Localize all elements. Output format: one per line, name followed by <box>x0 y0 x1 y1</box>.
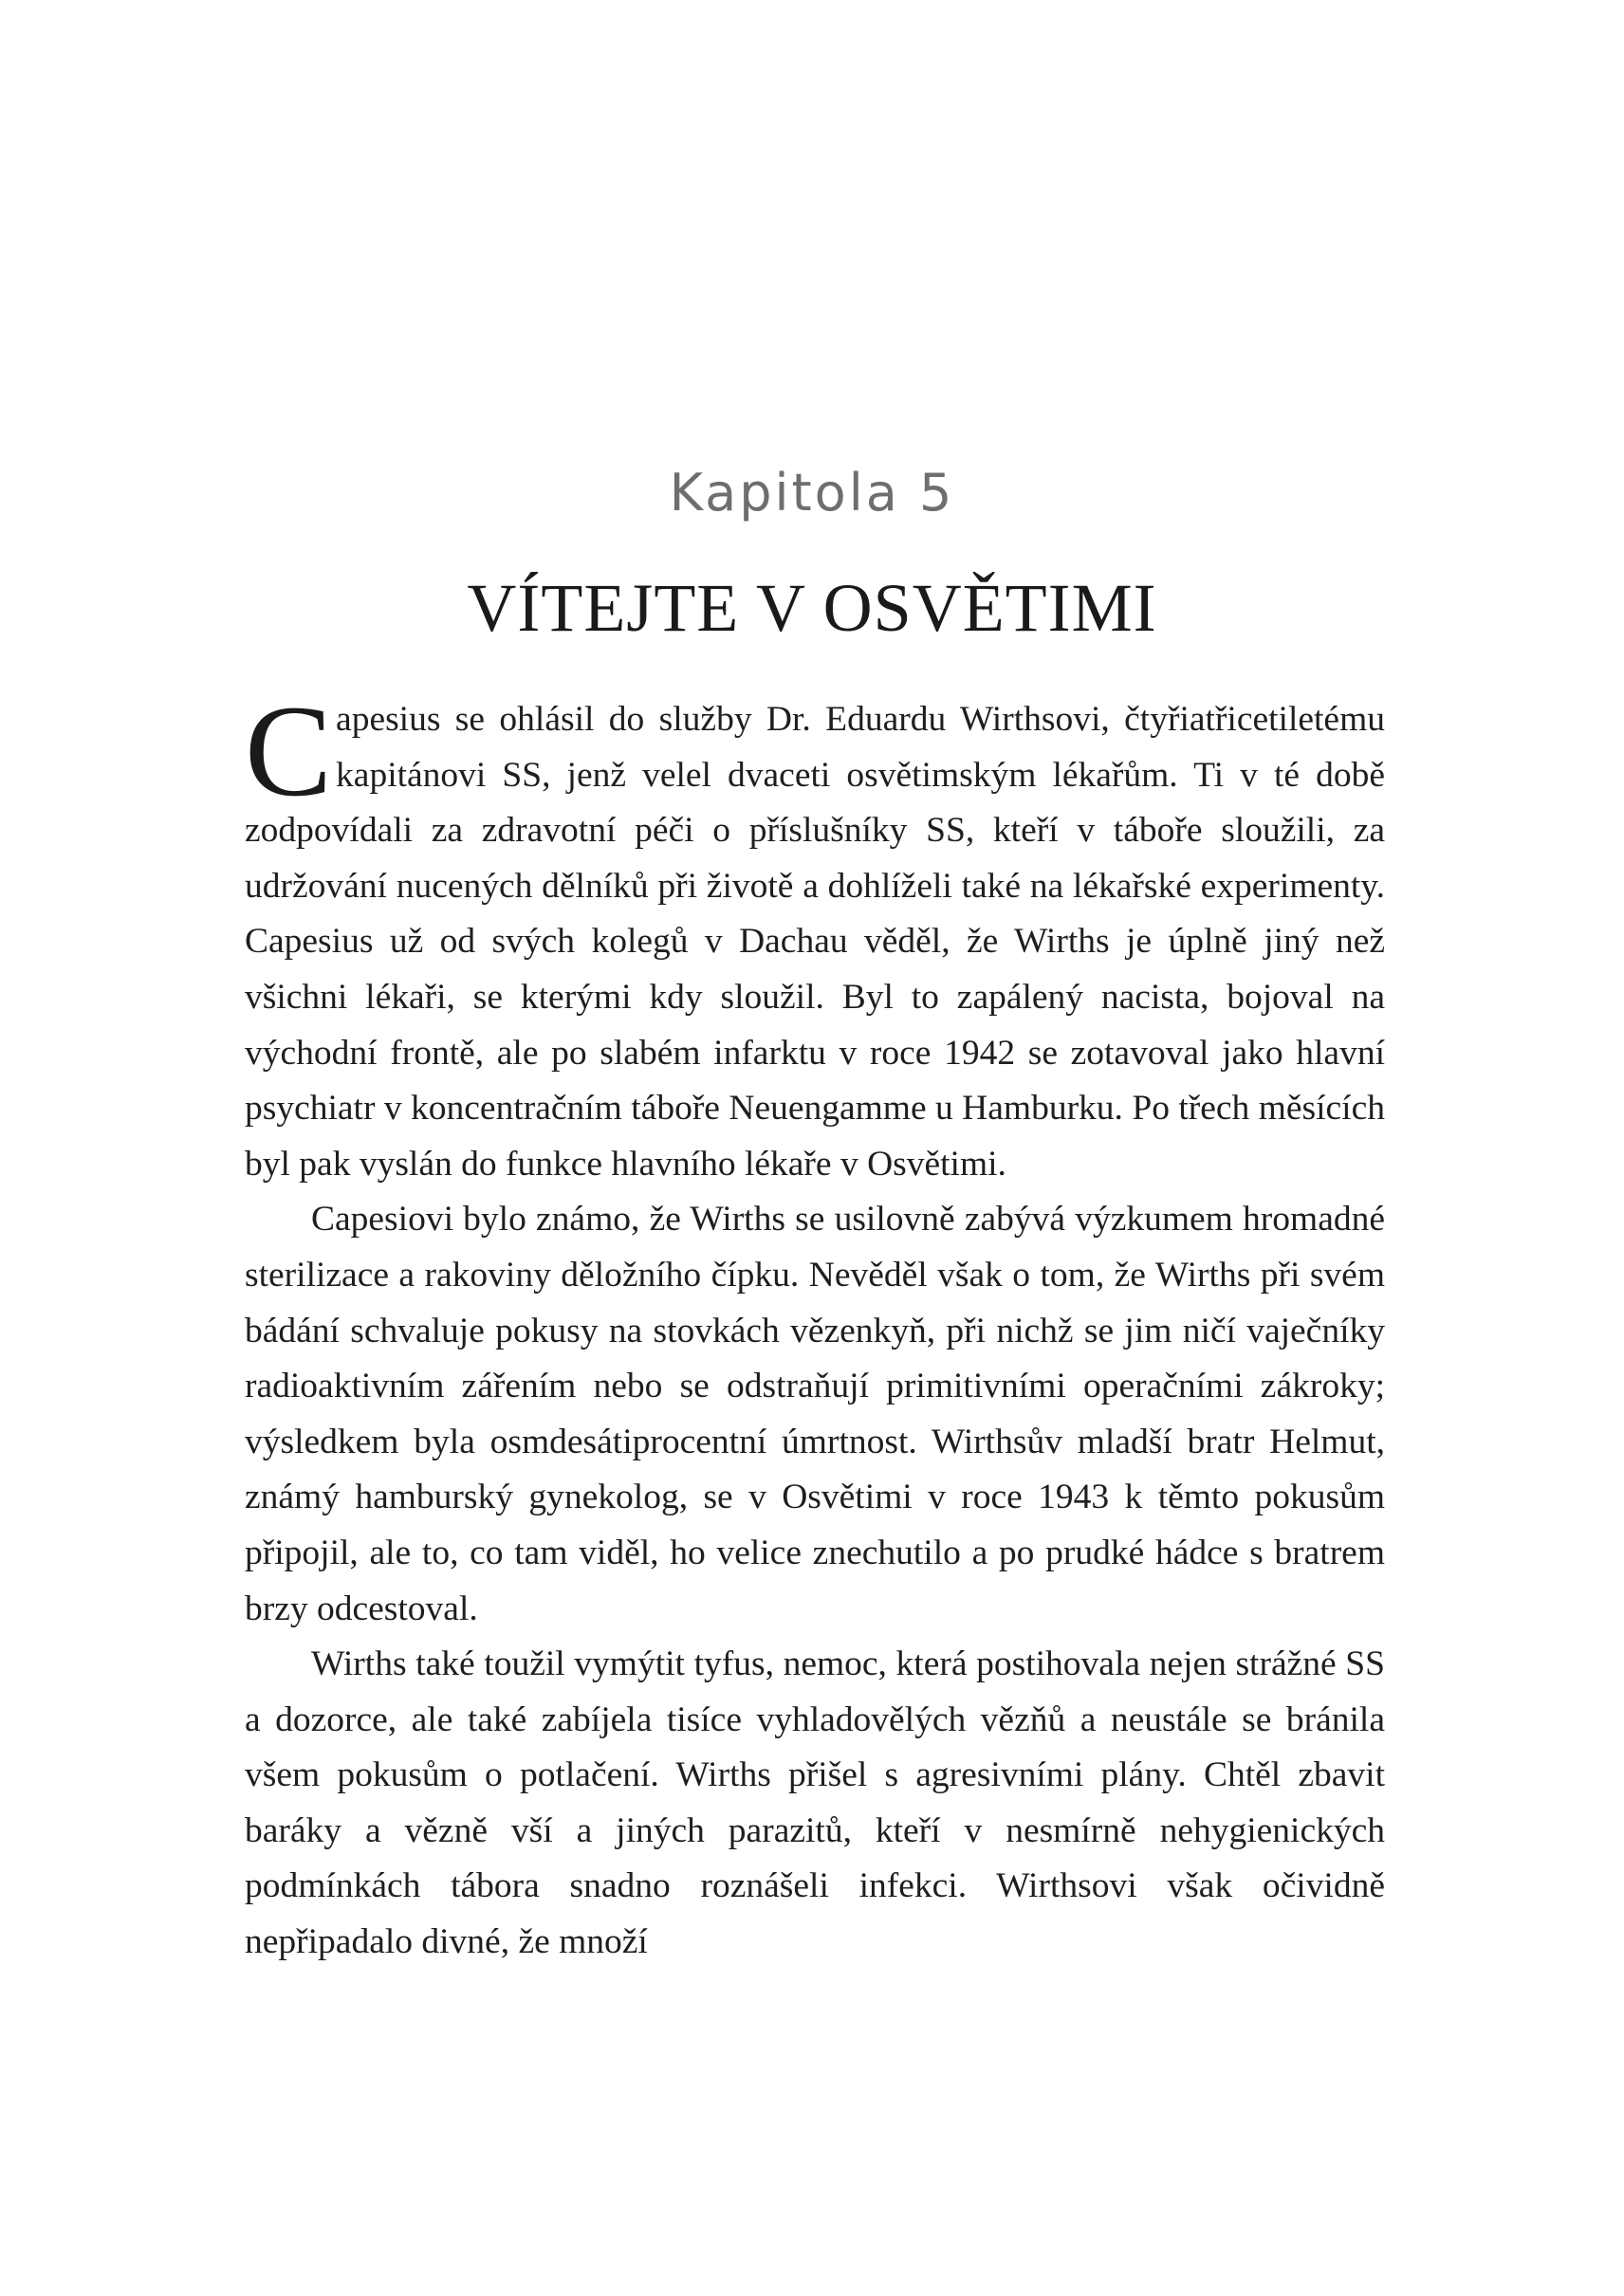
body-text <box>245 678 1385 1971</box>
paragraph-2: Capesiovi bylo známo, že Wirths se usilovně zabývá výzkumem hromadné sterilizace a rakoviny děložního čípku. Nevěděl však o tom, že Wirths při svém bádání schvaluje pokusy na stovkách vězenkyň, při nichž se jim ničí vaječníky radioaktivním zářením nebo se odstraňují primitivními operačními zákroky; výsledkem byla osmdesátiprocentní úmrtnost. Wirthsův mladší bratr Helmut, známý hamburský gynekolog, se v Osvětimi v roce 1943 k těmto pokusům připojil, ale to, co tam viděl, ho velice znechutilo a po prudké hádce s bratrem brzy odcestoval. <box>245 1200 1385 1628</box>
chapter-title: VÍTEJTE V OSVĚTIMI <box>467 570 1157 646</box>
paragraph-1 <box>245 678 1385 1192</box>
chapter-label: Kapitola 5 <box>669 463 955 523</box>
paragraph-1-text: apesius se ohlásil do služby Dr. Eduardu Wirthsovi, čtyřiatřicetiletému kapitánovi SS, jenž velel dvaceti osvětimským lékařům. Ti v té době zodpovídali za zdravotní péči o příslušníky SS, kteří v táboře sloužili, za udržování nucených dělníků při životě a dohlíželi také na lékařské experimenty. Capesius už od svých kolegů v Dachau věděl, že Wirths je úplně jiný než všichni lékaři, se kterými kdy sloužil. Byl to zapálený nacista, bojoval na východní frontě, ale po slabém infarktu v roce 1942 se zotavoval jako hlavní psychiatr v koncentračním táboře Neuengamme u Hamburku. Po třech měsících byl pak vyslán do funkce hlavního lékaře v Osvětimi. <box>245 700 1385 1184</box>
drop-cap: C <box>245 678 333 823</box>
paragraph-3: Wirths také toužil vymýtit tyfus, nemoc, která postihovala nejen strážné SS a dozorce, ale také zabíjela tisíce vyhladovělých vězňů a neustále se bránila všem pokusům o potlačení. Wirths přišel s agresivními plány. Chtěl zbavit baráky a vězně vší a jiných parazitů, kteří v nesmírně nehygienických podmínkách tábora snadno roznášeli infekci. Wirthsovi však očividně nepřipadalo divné, že množí <box>245 1644 1385 1962</box>
